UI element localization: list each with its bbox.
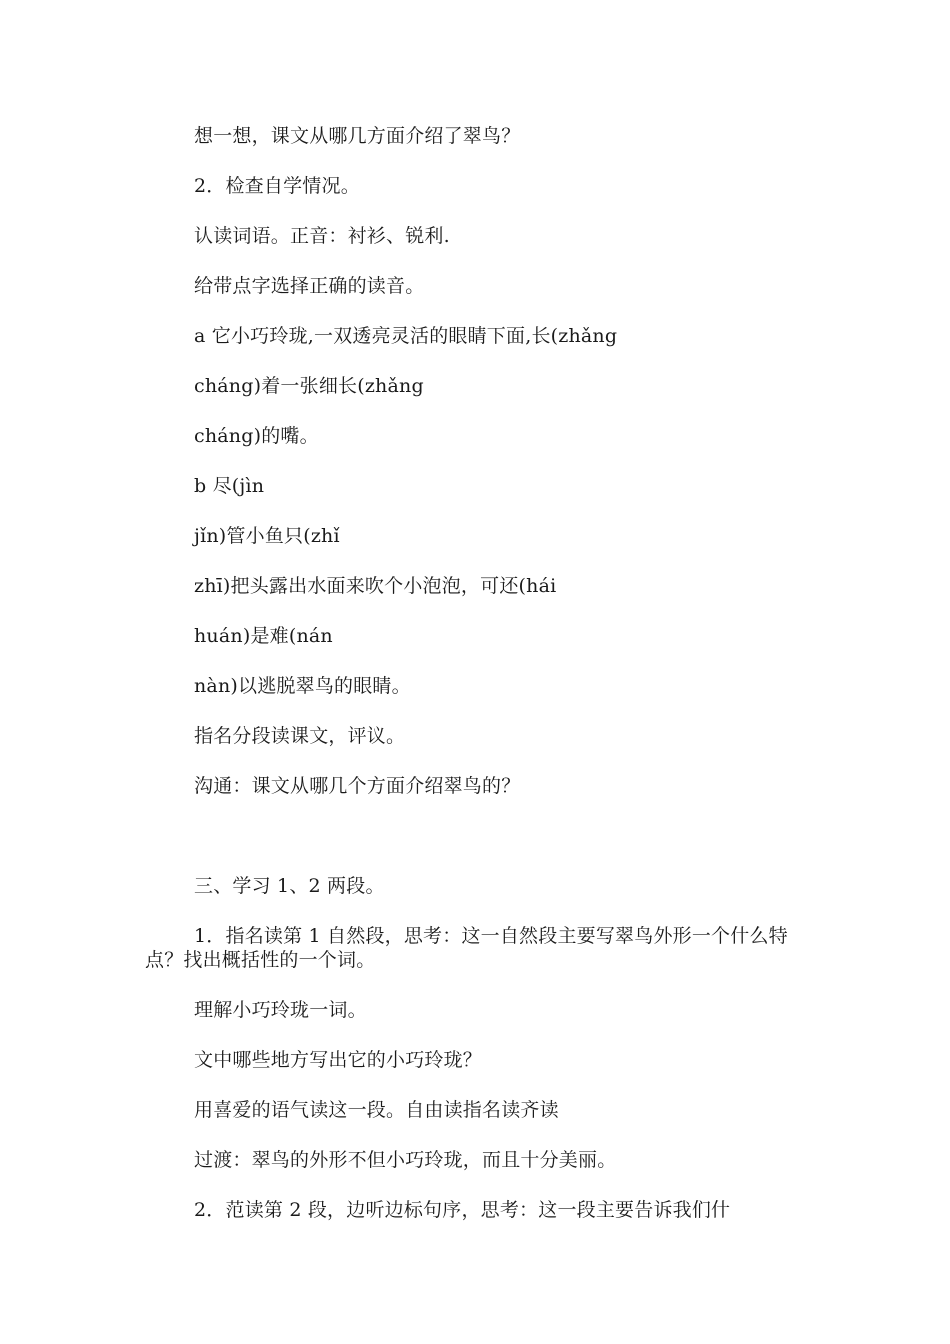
- paragraph-step-2: 2．范读第 2 段，边听边标句序，思考：这一段主要告诉我们什: [194, 1199, 731, 1221]
- exercise-a-line-1: a 它小巧玲珑,一双透亮灵活的眼睛下面,长(zhǎng: [194, 325, 618, 347]
- paragraph-understand-word: 理解小巧玲珑一词。: [194, 999, 367, 1021]
- paragraph-step-1: 1．指名读第 1 自然段，思考：这一自然段主要写翠鸟外形一个什么特点？找出概括性的一个词。: [145, 925, 788, 971]
- paragraph-communicate: 沟通：课文从哪几个方面介绍翠鸟的？: [194, 775, 521, 797]
- paragraph-where-in-text: 文中哪些地方写出它的小巧玲珑？: [194, 1049, 483, 1071]
- exercise-b-line-3: zhī)把头露出水面来吹个小泡泡，可还(hái: [194, 575, 557, 597]
- paragraph-read-aloud: 用喜爱的语气读这一段。自由读指名读齐读: [194, 1099, 559, 1121]
- section-heading-three: 三、学习 1、2 两段。: [194, 875, 385, 897]
- exercise-a-line-3: cháng)的嘴。: [194, 425, 319, 447]
- paragraph-recognize-words: 认读词语。正音：衬衫、锐利.: [194, 225, 450, 247]
- paragraph-check-self-study: 2．检查自学情况。: [194, 175, 360, 197]
- exercise-a-line-2: cháng)着一张细长(zhǎng: [194, 375, 424, 397]
- exercise-b-line-5: nàn)以逃脱翠鸟的眼睛。: [194, 675, 411, 697]
- paragraph-think-question: 想一想，课文从哪几方面介绍了翠鸟？: [194, 125, 521, 147]
- paragraph-read-by-section: 指名分段读课文，评议。: [194, 725, 406, 747]
- paragraph-transition: 过渡：翠鸟的外形不但小巧玲珑，而且十分美丽。: [194, 1149, 617, 1171]
- exercise-b-line-4: huán)是难(nán: [194, 625, 333, 647]
- exercise-b-line-1: b 尽(jìn: [194, 475, 265, 497]
- exercise-b-line-2: jǐn)管小鱼只(zhǐ: [194, 525, 340, 547]
- paragraph-choose-pronunciation: 给带点字选择正确的读音。: [194, 275, 425, 297]
